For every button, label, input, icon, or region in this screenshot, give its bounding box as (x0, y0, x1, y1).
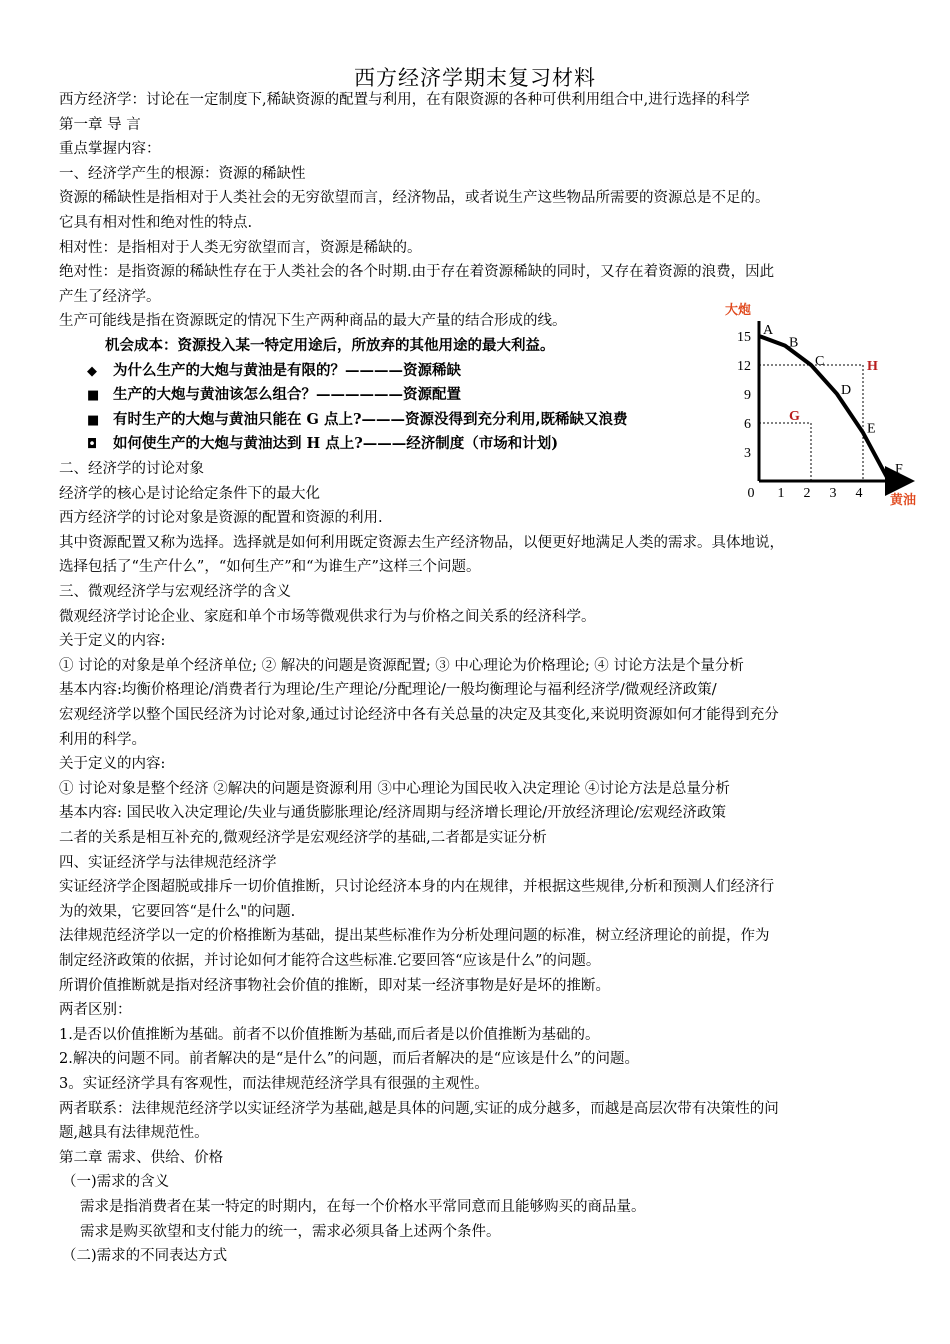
paragraph-line: 实证经济学企图超脱或排斥一切价值推断，只讨论经济本身的内在规律，并根据这些规律,分析和预测人们经济行 (59, 879, 775, 896)
bullet-text: 生产的大炮与黄油该怎么组合？——————资源配置 (113, 386, 461, 404)
paragraph-line: 所谓价值推断就是指对经济事物社会价值的推断，即对某一经济事物是好是坏的推断。 (59, 977, 610, 994)
x-tick-label: 0 (747, 486, 755, 501)
x-tick-label: 4 (855, 486, 863, 501)
bullet-icon: ■ (87, 388, 100, 404)
paragraph-line: 微观经济学讨论企业、家庭和单个市场等微观供求行为与价格之间关系的经济科学。 (59, 608, 596, 625)
paragraph-line: （一)需求的含义 (62, 1174, 170, 1191)
point-label: C (815, 353, 825, 369)
paragraph-line: 经济学的核心是讨论给定条件下的最大化 (59, 485, 320, 502)
paragraph-line: 宏观经济学以整个国民经济为讨论对象,通过讨论经济中各有关总量的决定及其变化,来说明资源如何才能得到充分 (59, 707, 779, 723)
paragraph-line: ① 讨论对象是整个经济 ②解决的问题是资源利用 ③中心理论为国民收入决定理论 ④讨论方法是总量分析 (59, 780, 730, 797)
paragraph-line: 为的效果，它要回答“是什么"的问题. (59, 903, 296, 920)
paragraph-line: 两者联系：法律规范经济学以实证经济学为基础,越是具体的问题,实证的成分越多，而越是高层次带有决策性的问 (59, 1100, 779, 1117)
paragraph-line: 三、微观经济学与宏观经济学的含义 (59, 584, 291, 600)
document-title: 西方经济学期末复习材料 (354, 66, 596, 90)
paragraph-line: 需求是购买欲望和支付能力的统一，需求必须具备上述两个条件。 (80, 1223, 501, 1240)
paragraph-line: 利用的科学。 (59, 731, 146, 748)
x-axis-label: 黄油 (890, 492, 917, 507)
paragraph-line: 二、经济学的讨论对象 (59, 461, 204, 477)
paragraph-line: 需求是指消费者在某一特定的时期内，在每一个价格水平常同意而且能够购买的商品量。 (80, 1199, 646, 1215)
y-tick-label: 12 (737, 358, 751, 374)
point-label: D (841, 382, 852, 398)
bullet-icon: ◘ (87, 437, 98, 453)
paragraph-line: 两者区别： (59, 1002, 132, 1019)
paragraph-line: 法律规范经济学以一定的价格推断为基础，提出某些标准作为分析处理问题的标准，树立经济理论的前提，作为 (59, 928, 770, 945)
paragraph-line: 二者的关系是相互补充的,微观经济学是宏观经济学的基础,二者都是实证分析 (59, 830, 547, 846)
y-tick-label: 3 (744, 445, 751, 461)
bullet-icon: ◆ (87, 363, 97, 379)
x-tick-label: 1 (777, 486, 785, 501)
paragraph-line: 产生了经济学。 (59, 288, 161, 305)
paragraph-line: 3。实证经济学具有客观性，而法律规范经济学具有很强的主观性。 (59, 1076, 489, 1092)
paragraph-line: ① 讨论的对象是单个经济单位; ② 解决的问题是资源配置; ③ 中心理论为价格理论; ④ 讨论方法是个量分析 (59, 657, 744, 674)
point-label: A (763, 322, 774, 338)
key-point-line (87, 385, 461, 406)
paragraph-line: 它具有相对性和绝对性的特点. (59, 215, 253, 231)
x-tick-label: 3 (829, 486, 837, 501)
paragraph-line: 关于定义的内容: (59, 633, 166, 650)
point-label: E (867, 421, 876, 437)
paragraph-line: 其中资源配置又称为选择。选择就是如何利用既定资源去生产经济物品，以便更好地满足人类的需求。具体地说， (59, 534, 784, 551)
bullet-icon: ■ (87, 412, 100, 428)
paragraph-line: 西方经济学：讨论在一定制度下,稀缺资源的配置与利用，在有限资源的各种可供利用组合中,进行选择的科学 (59, 92, 750, 108)
bullet-text: 有时生产的大炮与黄油只能在 G 点上?———资源没得到充分利用,既稀缺又浪费 (113, 410, 628, 428)
point-label: B (789, 335, 799, 351)
y-tick-label: 15 (737, 329, 751, 345)
paragraph-line: 2.解决的问题不同。前者解决的是“是什么”的问题，而后者解决的是“应该是什么”的问题。 (59, 1051, 639, 1068)
bullet-text: 如何使生产的大炮与黄油达到 H 点上?———经济制度（市场和计划) (113, 435, 559, 453)
paragraph-line: 选择包括了“生产什么”，“如何生产”和“为谁生产”这样三个问题。 (59, 559, 481, 576)
paragraph-line: 1.是否以价值推断为基础。前者不以价值推断为基础,而后者是以价值推断为基础的。 (59, 1026, 600, 1043)
bullet-text: 机会成本：资源投入某一特定用途后，所放弃的其他用途的最大利益。 (105, 337, 555, 354)
key-point-line (87, 410, 628, 431)
paragraph-line: 题,越具有法律规范性。 (59, 1125, 209, 1142)
paragraph-line: 重点掌握内容： (59, 141, 161, 158)
paragraph-line: 一、经济学产生的根源：资源的稀缺性 (59, 165, 306, 182)
y-tick-label: 6 (744, 416, 751, 432)
paragraph-line: 第一章 导 言 (59, 116, 141, 133)
y-axis-label: 大炮 (725, 302, 752, 317)
paragraph-line: 制定经济政策的依据，并讨论如何才能符合这些标准.它要回答“应该是什么”的问题。 (59, 953, 601, 969)
paragraph-line: 相对性：是指相对于人类无穷欲望而言，资源是稀缺的。 (59, 239, 422, 256)
paragraph-line: 绝对性：是指资源的稀缺性存在于人类社会的各个时期.由于存在着资源稀缺的同时，又存在着资源的浪费，因此 (59, 264, 775, 281)
annotation-label: G (789, 408, 800, 424)
key-point-line (79, 336, 555, 356)
paragraph-line: 基本内容:均衡价格理论/消费者行为理论/生产理论/分配理论/一般均衡理论与福利经济学/微观经济政策/ (59, 682, 717, 699)
paragraph-line: （二)需求的不同表达方式 (62, 1248, 228, 1265)
key-point-line (87, 434, 558, 455)
bullet-text: 为什么生产的大炮与黄油是有限的？————资源稀缺 (113, 361, 461, 379)
y-tick-label: 9 (744, 387, 751, 403)
point-label: F (895, 462, 903, 477)
paragraph-line: 基本内容: 国民收入决定理论/失业与通货膨胀理论/经济周期与经济增长理论/开放经济理论/宏观经济政策 (59, 805, 727, 822)
paragraph-line: 关于定义的内容: (59, 756, 166, 773)
paragraph-line: 资源的稀缺性是指相对于人类社会的无穷欲望而言，经济物品，或者说生产这些物品所需要的资源总是不足的。 (59, 190, 770, 207)
ppf-chart (725, 296, 930, 516)
annotation-label: H (867, 358, 878, 374)
paragraph-line: 四、实证经济学与法律规范经济学 (59, 854, 277, 871)
x-tick-label: 2 (803, 486, 811, 501)
key-point-line (87, 361, 461, 382)
paragraph-line: 第二章 需求、供给、价格 (59, 1149, 224, 1166)
paragraph-line: 西方经济学的讨论对象是资源的配置和资源的利用. (59, 510, 383, 527)
paragraph-line: 生产可能线是指在资源既定的情况下生产两种商品的最大产量的结合形成的线。 (59, 313, 567, 330)
